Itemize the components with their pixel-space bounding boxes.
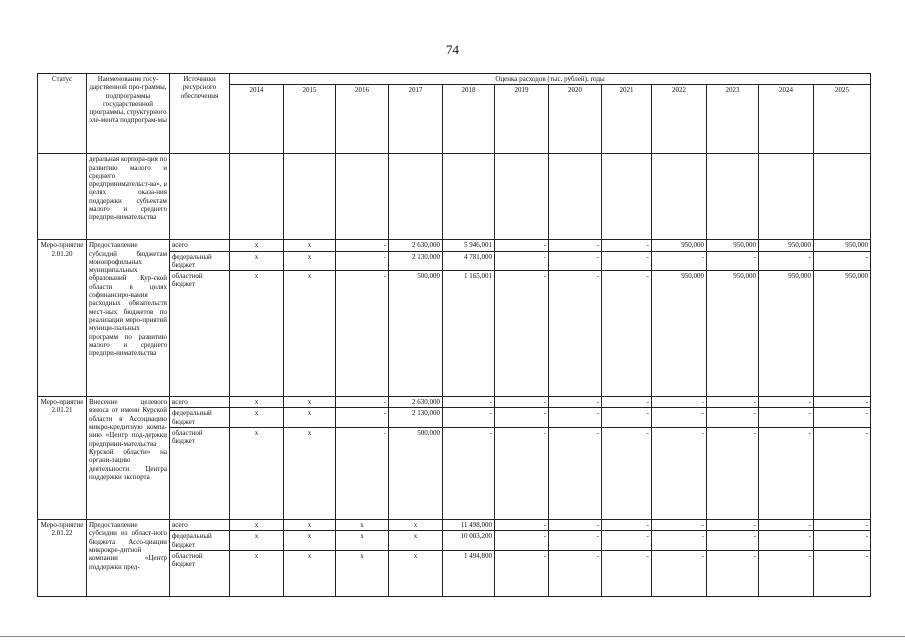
year-header: 2018 [443, 85, 495, 154]
amount-cell: - [652, 428, 707, 520]
amount-cell: 5 946,001 [443, 240, 495, 251]
amount-cell: - [336, 251, 389, 271]
amount-cell: - [549, 520, 602, 531]
year-header: 2020 [549, 85, 602, 154]
year-header: 2014 [230, 85, 284, 154]
funding-source: областной бюджет [170, 428, 230, 520]
amount-cell: - [495, 408, 549, 428]
amount-cell: 1 494,800 [443, 550, 495, 596]
year-header: 2015 [284, 85, 336, 154]
amount-cell: - [549, 428, 602, 520]
amount-cell: - [602, 271, 652, 397]
amount-cell: x [336, 550, 389, 596]
amount-cell: - [336, 240, 389, 251]
amount-cell: - [602, 531, 652, 551]
amount-cell: - [336, 271, 389, 397]
amount-cell: - [814, 397, 871, 408]
page-number: 74 [446, 42, 459, 57]
event-name: Внесение целевого взноса от имени Курской области в Ассоциацию микро-кредитную компа-нию «Центр под-держки предприни-мательства Курской области» на органи-зацию деятельности Центра поддержки экспорта [87, 397, 170, 520]
amount-cell: x [284, 531, 336, 551]
amount-cell: - [549, 271, 602, 397]
year-header: 2017 [389, 85, 443, 154]
amount-cell: 1 165,001 [443, 271, 495, 397]
year-header: 2022 [652, 85, 707, 154]
amount-cell: - [495, 428, 549, 520]
amount-cell: - [602, 251, 652, 271]
amount-cell: - [759, 520, 814, 531]
page-edge-line [0, 636, 905, 637]
amount-cell: - [549, 408, 602, 428]
amount-cell: - [759, 550, 814, 596]
year-header: 2023 [707, 85, 759, 154]
amount-cell: - [652, 520, 707, 531]
amount-cell: x [336, 531, 389, 551]
amount-cell: - [707, 397, 759, 408]
amount-cell: - [443, 397, 495, 408]
amount-cell: - [495, 251, 549, 271]
amount-cell: - [759, 428, 814, 520]
table-row [38, 397, 871, 408]
amount-cell: 2 630,000 [389, 397, 443, 408]
amount-cell: 10 003,200 [443, 531, 495, 551]
funding-source: федеральный бюджет [170, 408, 230, 428]
amount-cell: 950,000 [814, 271, 871, 397]
year-header: 2021 [602, 85, 652, 154]
amount-cell: - [549, 550, 602, 596]
funding-source: всего [170, 520, 230, 531]
funding-source: областной бюджет [170, 271, 230, 397]
amount-cell: - [707, 428, 759, 520]
year-header: 2024 [759, 85, 814, 154]
amount-cell: - [652, 550, 707, 596]
amount-cell: - [759, 531, 814, 551]
amount-cell: x [284, 408, 336, 428]
amount-cell: x [389, 520, 443, 531]
amount-cell: - [495, 531, 549, 551]
amount-cell: - [495, 240, 549, 251]
continuation-row [38, 154, 871, 240]
amount-cell: x [284, 251, 336, 271]
amount-cell: x [284, 550, 336, 596]
year-header: 2016 [336, 85, 389, 154]
event-status: Меро-приятие 2.01.22 [38, 520, 87, 597]
continuation-name-cell: деральная корпора-ция по развитию малого и среднего предпринимательст-ва», в целях оказа-ния поддержки субъектам малого и среднего предпри-нимательства [87, 154, 170, 240]
amount-cell: - [443, 408, 495, 428]
amount-cell: 2 130,000 [389, 408, 443, 428]
amount-cell: x [389, 531, 443, 551]
amount-cell: x [336, 520, 389, 531]
table-row [38, 520, 871, 531]
amount-cell: - [814, 550, 871, 596]
amount-cell: - [814, 251, 871, 271]
amount-cell: - [549, 397, 602, 408]
amount-cell: - [652, 397, 707, 408]
year-header: 2019 [495, 85, 549, 154]
amount-cell: x [230, 428, 284, 520]
funding-source: федеральный бюджет [170, 251, 230, 271]
amount-cell: - [814, 531, 871, 551]
amount-cell: - [495, 550, 549, 596]
table-row [38, 240, 871, 251]
event-name: Предоставление субсидии из област-ного бюджета Ассо-циации микрокре-дитной компании «Центр поддержки пред- [87, 520, 170, 597]
amount-cell: - [602, 428, 652, 520]
amount-cell: - [707, 251, 759, 271]
amount-cell: - [602, 408, 652, 428]
amount-cell: - [602, 397, 652, 408]
amount-cell: 950,000 [814, 240, 871, 251]
funding-source: всего [170, 397, 230, 408]
amount-cell: 950,000 [652, 240, 707, 251]
amount-cell: x [284, 520, 336, 531]
amount-cell: x [230, 550, 284, 596]
header-sources: Источники ресурсного обеспечения [170, 74, 230, 154]
amount-cell: - [707, 408, 759, 428]
event-status: Меро-приятие 2.01.20 [38, 240, 87, 397]
amount-cell: x [389, 550, 443, 596]
amount-cell: x [284, 240, 336, 251]
amount-cell: x [230, 520, 284, 531]
amount-cell: - [814, 428, 871, 520]
amount-cell: - [707, 520, 759, 531]
header-name: Наименование госу-дарственной про-граммы, подпрограммы государственной программы, структурного эле-мента подпрограм-мы [87, 74, 170, 154]
funding-source: всего [170, 240, 230, 251]
amount-cell: - [443, 428, 495, 520]
amount-cell: - [549, 240, 602, 251]
amount-cell: - [549, 531, 602, 551]
amount-cell: 950,000 [759, 271, 814, 397]
amount-cell: 950,000 [707, 240, 759, 251]
funding-source: областной бюджет [170, 550, 230, 596]
amount-cell: 2 130,000 [389, 251, 443, 271]
amount-cell: - [652, 408, 707, 428]
event-status: Меро-приятие 2.01.21 [38, 397, 87, 520]
amount-cell: - [707, 531, 759, 551]
continuation-status-cell [38, 154, 87, 240]
year-header: 2025 [814, 85, 871, 154]
funding-source: федеральный бюджет [170, 531, 230, 551]
budget-table [37, 73, 871, 597]
amount-cell: 500,000 [389, 271, 443, 397]
amount-cell: 4 781,000 [443, 251, 495, 271]
amount-cell: - [759, 408, 814, 428]
amount-cell: - [707, 550, 759, 596]
amount-cell: - [495, 397, 549, 408]
amount-cell: - [495, 271, 549, 397]
amount-cell: - [602, 240, 652, 251]
amount-cell: - [602, 550, 652, 596]
amount-cell: 2 630,000 [389, 240, 443, 251]
amount-cell: x [230, 271, 284, 397]
amount-cell: - [652, 251, 707, 271]
amount-cell: x [230, 531, 284, 551]
amount-cell: 500,000 [389, 428, 443, 520]
amount-cell: - [814, 408, 871, 428]
header-status: Статус [38, 74, 87, 154]
amount-cell: - [602, 520, 652, 531]
amount-cell: x [230, 251, 284, 271]
amount-cell: x [284, 397, 336, 408]
amount-cell: - [336, 408, 389, 428]
header-estimate: Оценка расходов (тыс. рублей), годы [230, 74, 871, 85]
amount-cell: x [230, 240, 284, 251]
event-name: Предоставление субсидий бюджетам монопрофильных муниципальных образований Кур-ской области в целях софинансиро-вания расходных обязательств мест-ных бюджетов по реализации меро-приятий муници-пальных программ по развитию малого и среднего предпри-нимательства [87, 240, 170, 397]
amount-cell: - [495, 520, 549, 531]
amount-cell: - [759, 397, 814, 408]
amount-cell: x [230, 408, 284, 428]
amount-cell: - [549, 251, 602, 271]
amount-cell: x [284, 428, 336, 520]
amount-cell: 950,000 [652, 271, 707, 397]
amount-cell: - [652, 531, 707, 551]
amount-cell: x [284, 271, 336, 397]
amount-cell: 11 498,000 [443, 520, 495, 531]
amount-cell: 950,000 [707, 271, 759, 397]
header-row [38, 74, 871, 85]
amount-cell: - [336, 428, 389, 520]
amount-cell: - [759, 251, 814, 271]
amount-cell: 950,000 [759, 240, 814, 251]
amount-cell: x [230, 397, 284, 408]
amount-cell: - [336, 397, 389, 408]
amount-cell: - [814, 520, 871, 531]
